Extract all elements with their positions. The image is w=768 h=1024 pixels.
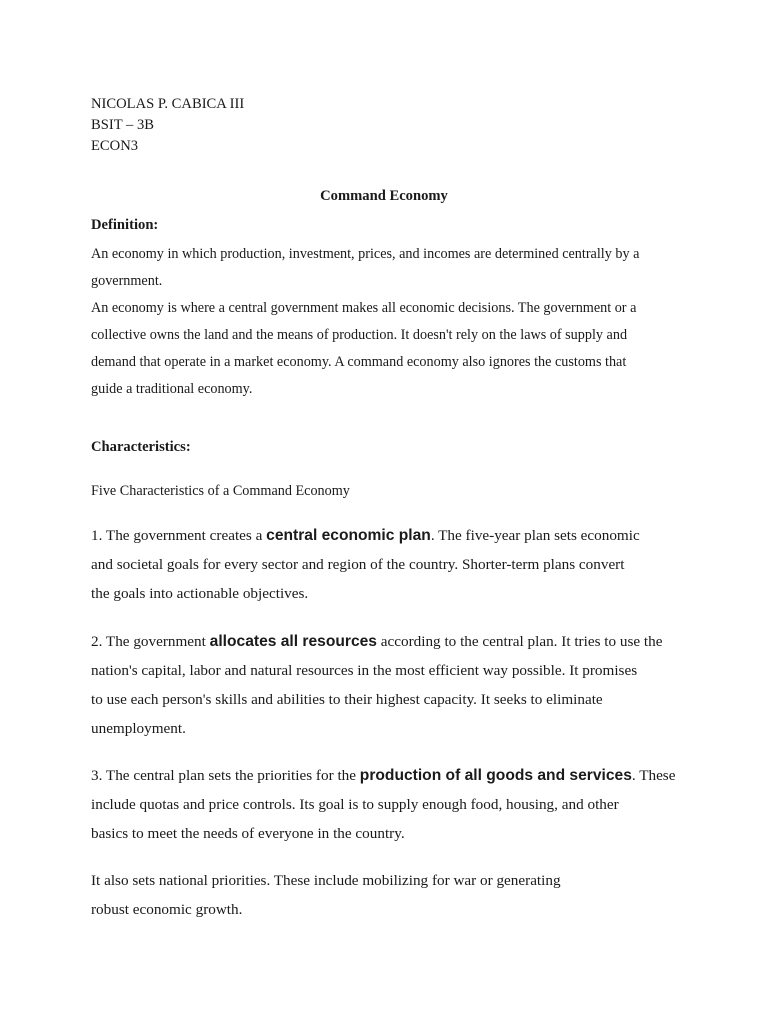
course-code: ECON3 xyxy=(91,138,139,154)
characteristic-line: include quotas and price controls. Its goal is to supply enough food, housing, and other xyxy=(91,796,619,813)
characteristic-line: to use each person's skills and abilities to their highest capacity. It seeks to eliminate xyxy=(91,691,603,708)
student-section: BSIT – 3B xyxy=(91,117,154,133)
definition-line: demand that operate in a market economy. A command economy also ignores the customs that xyxy=(91,354,627,370)
characteristic-line: and societal goals for every sector and region of the country. Shorter-term plans convert xyxy=(91,556,625,573)
item-text: . These xyxy=(631,767,676,784)
item-emphasis: production of all goods and services xyxy=(359,767,632,784)
characteristic-item-3 xyxy=(91,767,675,785)
definition-line: collective owns the land and the means of production. It doesn't rely on the laws of supply and xyxy=(91,327,628,343)
priorities-line: It also sets national priorities. These include mobilizing for war or generating xyxy=(91,872,561,889)
item-text: 2. The government xyxy=(91,633,210,650)
characteristic-line: basics to meet the needs of everyone in the country. xyxy=(91,825,405,842)
document-title: Command Economy xyxy=(320,188,448,204)
definition-line: An economy is where a central government makes all economic decisions. The government or a xyxy=(91,300,637,316)
characteristic-item-1 xyxy=(91,527,640,545)
characteristic-line: the goals into actionable objectives. xyxy=(91,585,309,602)
student-name: NICOLAS P. CABICA III xyxy=(91,96,245,112)
characteristics-subheading: Five Characteristics of a Command Economy xyxy=(91,483,350,499)
item-text: 1. The government creates a xyxy=(91,527,267,544)
definition-heading: Definition: xyxy=(91,217,159,233)
item-text: according to the central plan. It tries to use the xyxy=(376,633,663,650)
item-emphasis: allocates all resources xyxy=(209,633,377,650)
item-emphasis: central economic plan xyxy=(266,527,431,544)
characteristic-line: nation's capital, labor and natural resources in the most efficient way possible. It promises xyxy=(91,662,638,679)
characteristics-heading: Characteristics: xyxy=(91,439,191,455)
characteristic-line: unemployment. xyxy=(91,720,186,737)
item-text: . The five-year plan sets economic xyxy=(430,527,640,544)
item-text: 3. The central plan sets the priorities for the xyxy=(91,767,360,784)
characteristic-item-2 xyxy=(91,633,663,651)
definition-line: government. xyxy=(91,273,163,289)
definition-line: An economy in which production, investment, prices, and incomes are determined centrally by a xyxy=(91,246,640,262)
priorities-line: robust economic growth. xyxy=(91,901,243,918)
definition-line: guide a traditional economy. xyxy=(91,381,253,397)
